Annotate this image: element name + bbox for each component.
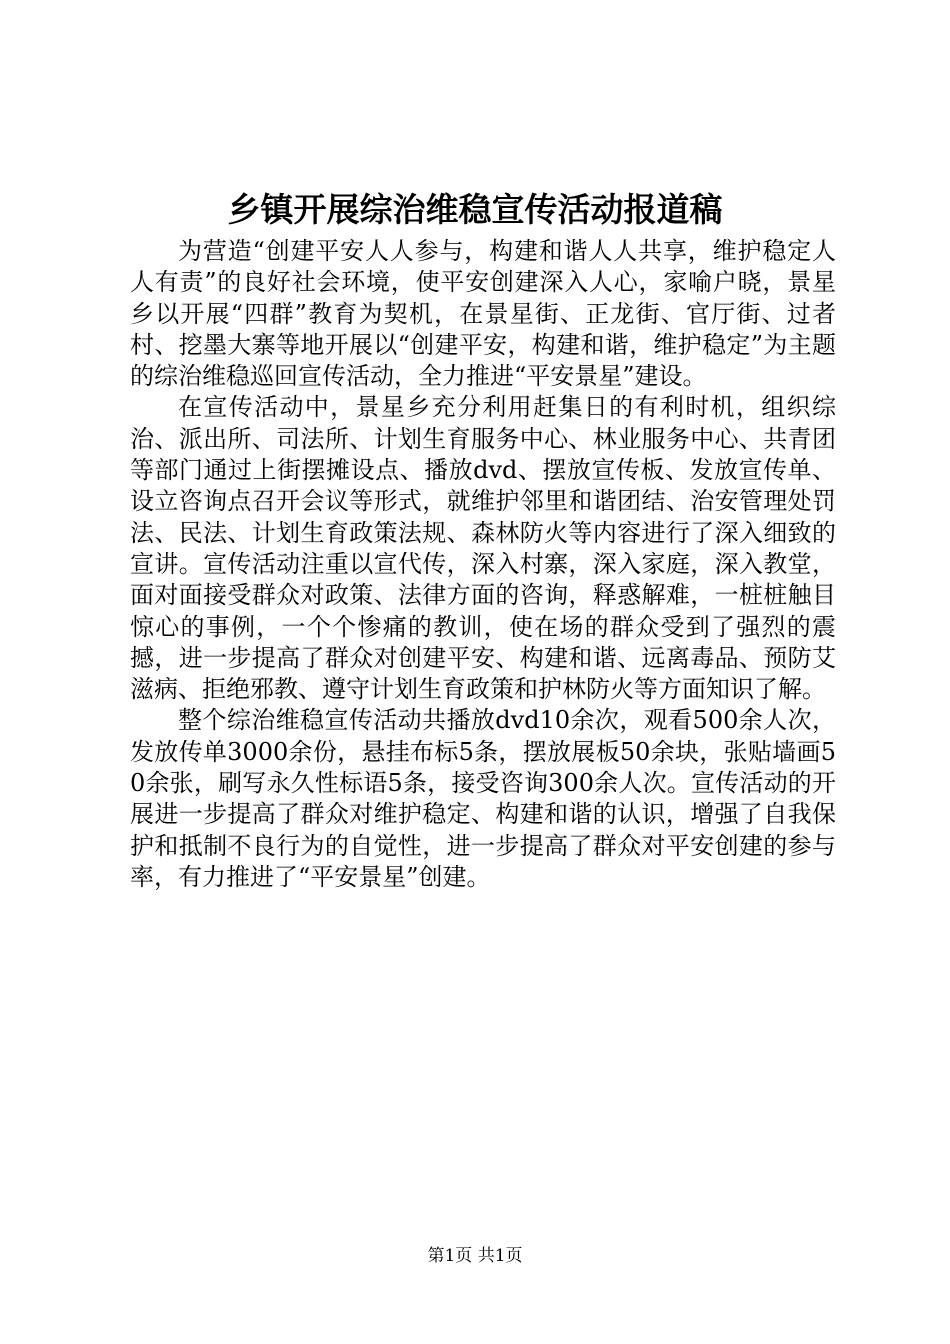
paragraph-1: 为营造“创建平安人人参与，构建和谐人人共享，维护稳定人人有责”的良好社会环境，使平安创建深入人心，家喻户晓，景星乡以开展“四群”教育为契机，在景星街、正龙街、官厅街、过者村、挖墨大寨等地开展以“创建平安，构建和谐，维护稳定”为主题的综治维稳巡回宣传活动，全力推进“平安景星”建设。 (130, 237, 836, 391)
document-body (130, 236, 836, 893)
paragraph-2: 在宣传活动中，景星乡充分利用赶集日的有利时机，组织综治、派出所、司法所、计划生育服务中心、林业服务中心、共青团等部门通过上街摆摊设点、播放dvd、摆放宣传板、发放宣传单、设立咨询点召开会议等形式，就维护邻里和谐团结、治安管理处罚法、民法、计划生育政策法规、森林防火等内容进行了深入细致的宣讲。宣传活动注重以宣代传，深入村寨，深入家庭，深入教堂，面对面接受群众对政策、法律方面的咨询，释惑解难，一桩桩触目惊心的事例，一个个惨痛的教训，使在场的群众受到了强烈的震撼，进一步提高了群众对创建平安、构建和谐、远离毒品、预防艾滋病、拒绝邪教、遵守计划生育政策和护林防火等方面知识了解。 (130, 393, 836, 704)
document-title: 乡镇开展综治维稳宣传活动报道稿 (227, 190, 723, 229)
paragraph-3: 整个综治维稳宣传活动共播放dvd10余次，观看500余人次，发放传单3000余份，悬挂布标5条，摆放展板50余块，张贴墙画50余张，刷写永久性标语5条，接受咨询300余人次。宣传活动的开展进一步提高了群众对维护稳定、构建和谐的认识，增强了自我保护和抵制不良行为的自觉性，进一步提高了群众对平安创建的参与率，有力推进了“平安景星”创建。 (130, 706, 836, 891)
page-number-footer: 第1页 共1页 (427, 1246, 523, 1266)
